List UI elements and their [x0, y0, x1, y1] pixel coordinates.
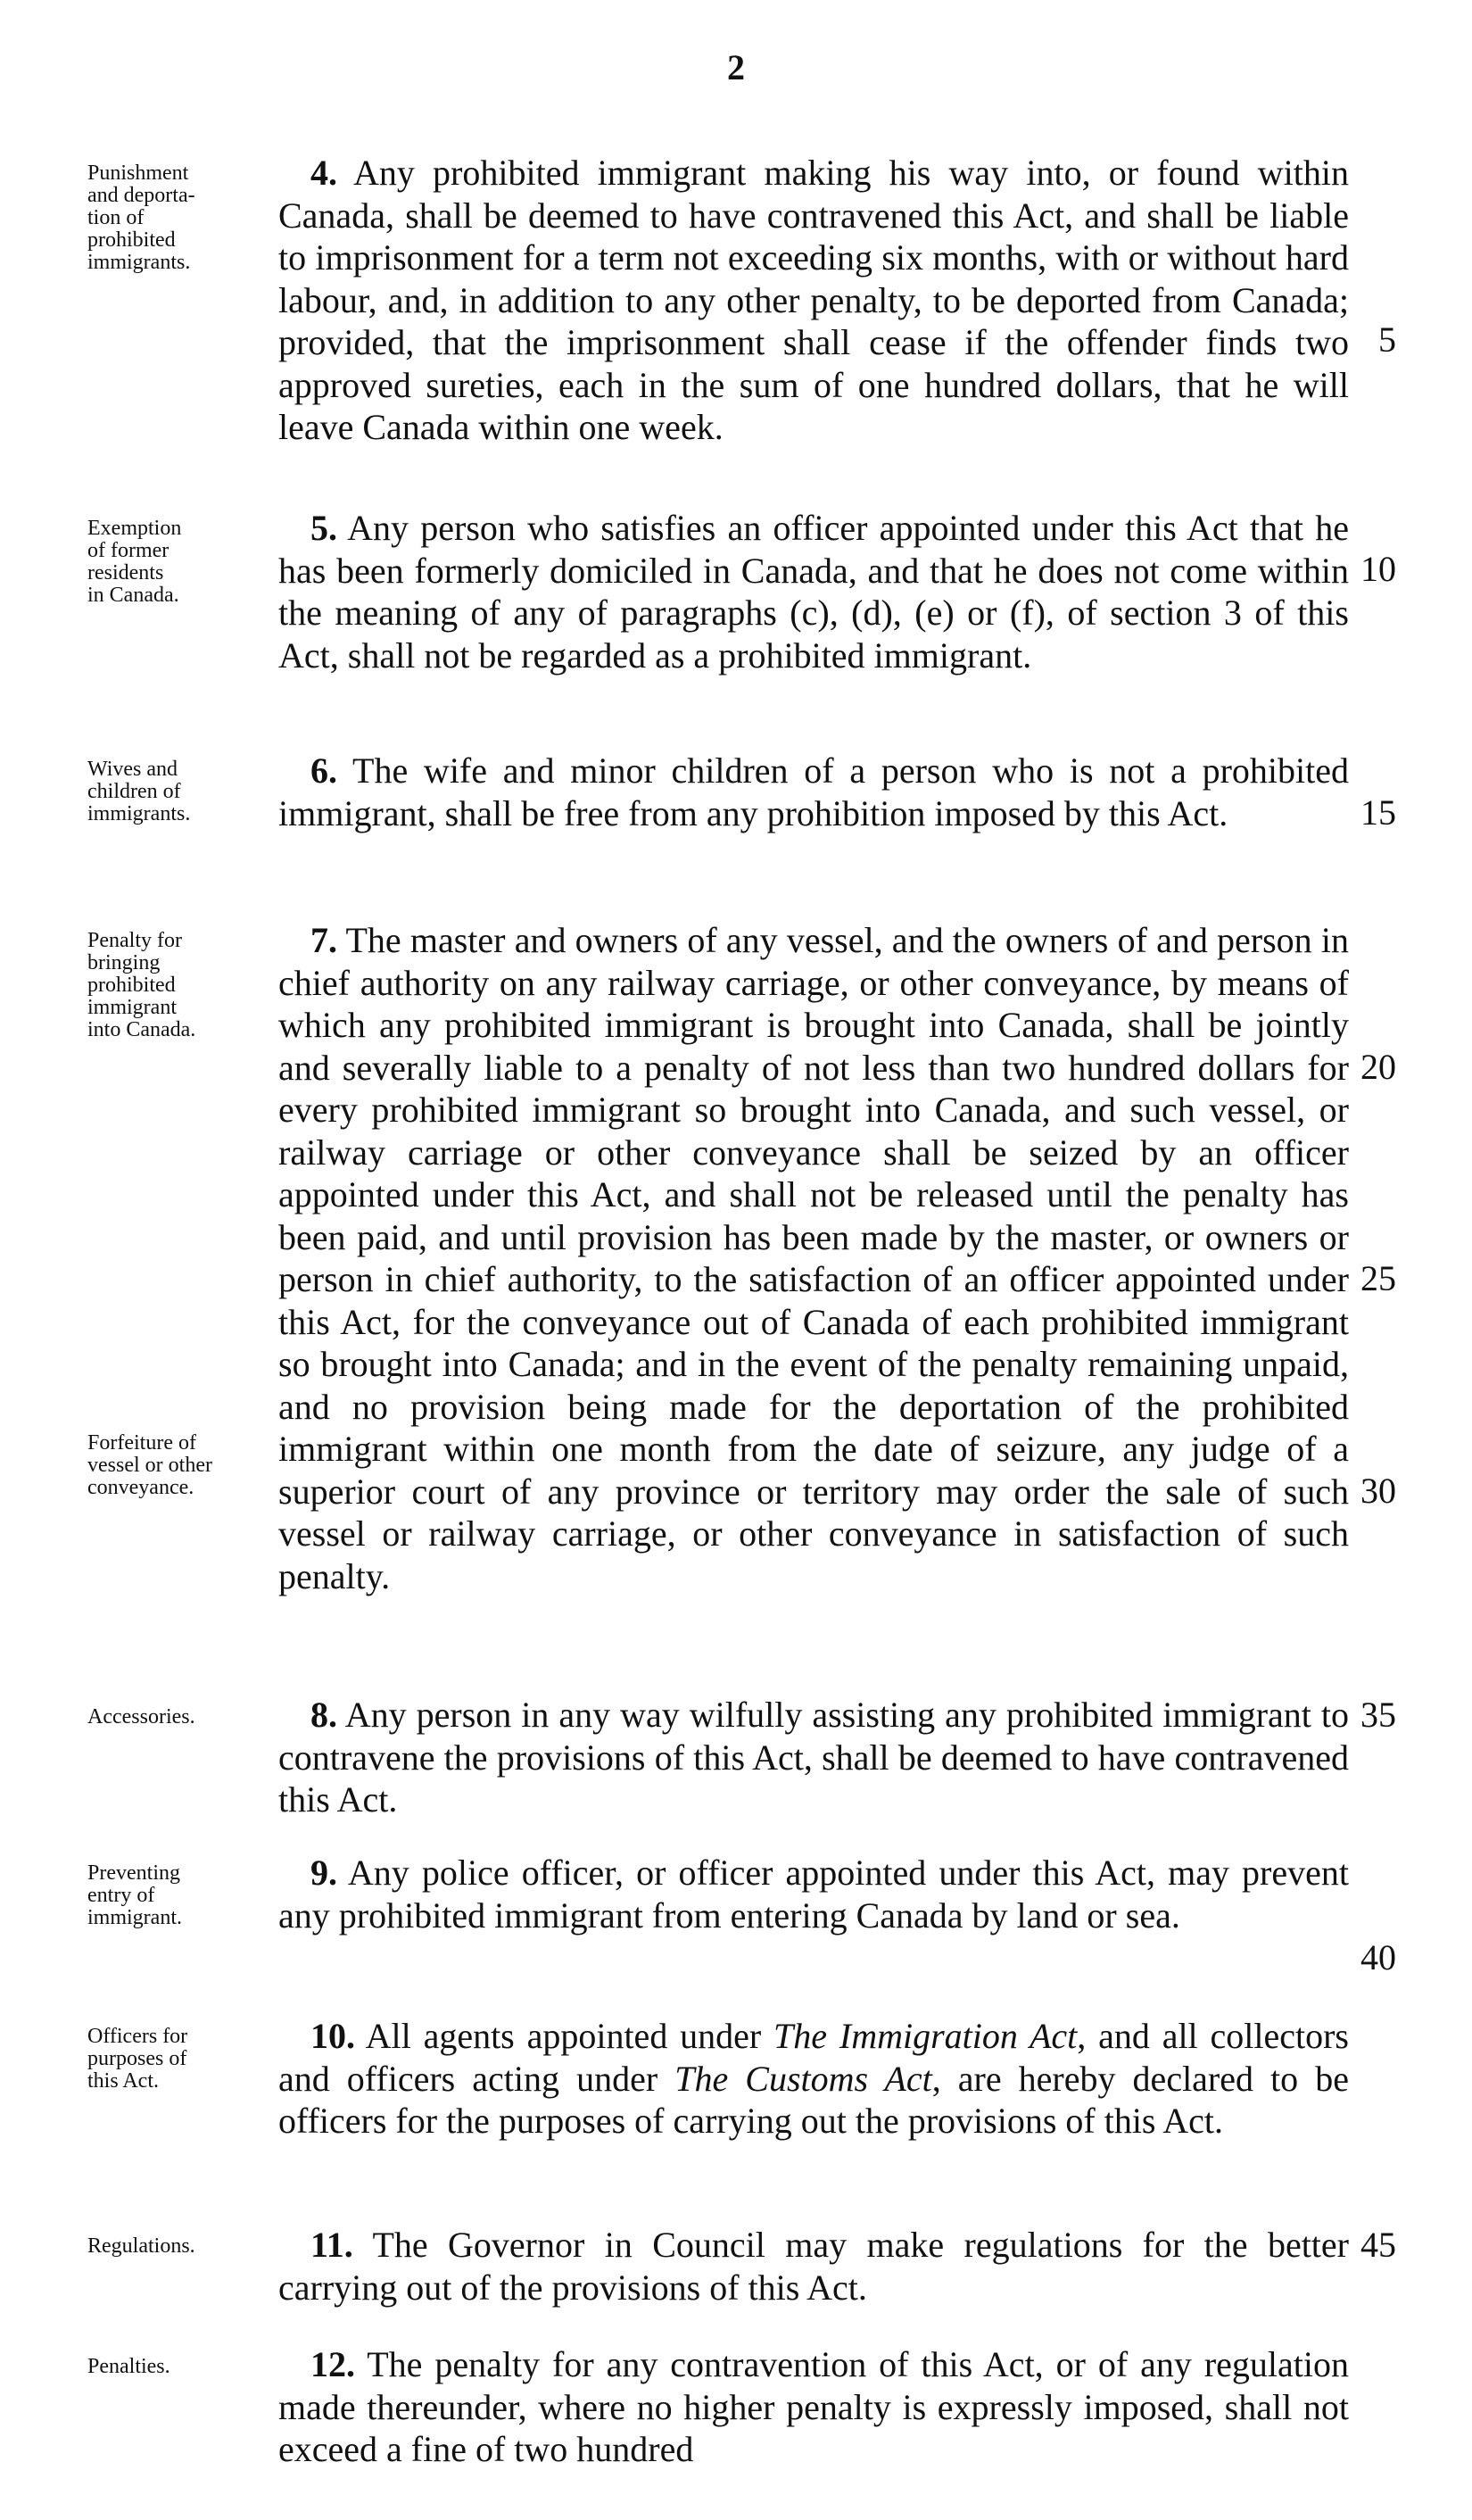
- margin-note-accessories: Accessories.: [87, 1705, 195, 1728]
- line-number: 35: [1360, 1695, 1396, 1735]
- section-number: 12.: [310, 2344, 355, 2384]
- line-number: 45: [1360, 2225, 1396, 2265]
- margin-note-wives: Wives and children of immigrants.: [87, 758, 191, 825]
- margin-note-regulations: Regulations.: [87, 2234, 195, 2258]
- section-text: The wife and minor children of a person who is not a prohibited immigrant, shall be free from any prohibition imposed by this Act.: [278, 750, 1349, 833]
- section-6: [278, 750, 1349, 834]
- customs-act-title: The Customs Act: [674, 2058, 932, 2099]
- section-4: [278, 152, 1349, 449]
- margin-note-exemption: Exemption of former residents in Canada.: [87, 517, 182, 607]
- section-number: 6.: [310, 750, 337, 791]
- section-10: [278, 2015, 1349, 2143]
- section-text: The master and owners of any vessel, and the owners of and person in chief authority on any railway carriage, or other conveyance, by means of which any prohibited immigrant is brought into Canada, shall be jointly and severally liable to a penalty of not less than two hundred dollars for every prohibited immigrant so brought into Canada, and such vessel, or railway carriage or other conveyance shall be seized by an officer appointed under this Act, and shall not be released until the penalty has been paid, and until provision has been made by the master, or owners or person in chief authority, to the satisfaction of an officer appointed under this Act, for the conveyance out of Canada of each prohibited immigrant so brought into Canada; and in the event of the penalty remaining unpaid, and no provision being made for the deportation of the prohibited immigrant within one month from the date of seizure, any judge of a superior court of any province or territory may order the sale of such vessel or railway carriage, or other conveyance in satisfaction of such penalty.: [278, 920, 1349, 1596]
- section-number: 5.: [310, 508, 337, 548]
- immigration-act-title: The Immigration Act: [773, 2016, 1078, 2056]
- section-12: [278, 2343, 1349, 2471]
- line-number: 10: [1360, 549, 1396, 589]
- section-text: Any police officer, or officer appointed under this Act, may prevent any prohibited immigrant from entering Canada by land or sea.: [278, 1853, 1349, 1936]
- line-number: 20: [1360, 1047, 1396, 1087]
- section-11: [278, 2224, 1349, 2309]
- line-number: 25: [1360, 1258, 1396, 1298]
- section-text: Any prohibited immigrant making his way into, or found within Canada, shall be deemed to have contravened this Act, and shall be liable to imprisonment for a term not exceeding six months, with or without hard labour, and, in addition to any other penalty, to be deported from Canada; provided, that the imprisonment shall cease if the offender finds two approved sureties, each in the sum of one hundred dollars, that he will leave Canada within one week.: [278, 153, 1349, 447]
- section-text: The penalty for any contravention of this Act, or of any regulation made thereunder, where no higher penalty is expressly imposed, shall not exceed a fine of two hundred: [278, 2344, 1349, 2469]
- margin-note-punishment: Punishment and deporta- tion of prohibited immigrants.: [87, 162, 195, 274]
- section-number: 8.: [310, 1695, 337, 1735]
- section-5: [278, 507, 1349, 676]
- margin-note-penalty-bringing: Penalty for bringing prohibited immigrant into Canada.: [87, 929, 196, 1041]
- section-9: [278, 1852, 1349, 1936]
- margin-note-officers: Officers for purposes of this Act.: [87, 2025, 188, 2093]
- section-8: [278, 1694, 1349, 1821]
- page-number: 2: [727, 47, 745, 87]
- line-number: 40: [1360, 1937, 1396, 1977]
- section-number: 7.: [310, 920, 337, 960]
- line-number: 15: [1360, 792, 1396, 833]
- line-number: 5: [1378, 319, 1396, 360]
- section-number: 11.: [310, 2225, 353, 2265]
- section-number: 4.: [310, 153, 337, 193]
- margin-note-preventing: Preventing entry of immigrant.: [87, 1861, 182, 1929]
- section-text: The Governor in Council may make regulations for the better carrying out of the provisions of this Act.: [278, 2225, 1349, 2308]
- margin-note-forfeiture: Forfeiture of vessel or other conveyance.: [87, 1431, 212, 1499]
- section-number: 10.: [310, 2016, 355, 2056]
- section-text-a: All agents appointed under: [355, 2016, 774, 2056]
- section-text-c: , are hereby declared to be officers for the purposes of carrying out the provisions of this Act.: [278, 2058, 1349, 2141]
- section-7: [278, 919, 1349, 1597]
- section-text: Any person who satisfies an officer appointed under this Act that he has been formerly domiciled in Canada, and that he does not come within the meaning of any of paragraphs (c), (d), (e) or (f), of section 3 of this Act, shall not be regarded as a prohibited immigrant.: [278, 508, 1349, 676]
- margin-note-penalties: Penalties.: [87, 2355, 170, 2378]
- section-text-b: , and all collectors and officers acting under: [278, 2016, 1349, 2099]
- section-number: 9.: [310, 1853, 337, 1893]
- line-number: 30: [1360, 1471, 1396, 1511]
- section-text: Any person in any way wilfully assisting any prohibited immigrant to contravene the provisions of this Act, shall be deemed to have contravened this Act.: [278, 1695, 1349, 1820]
